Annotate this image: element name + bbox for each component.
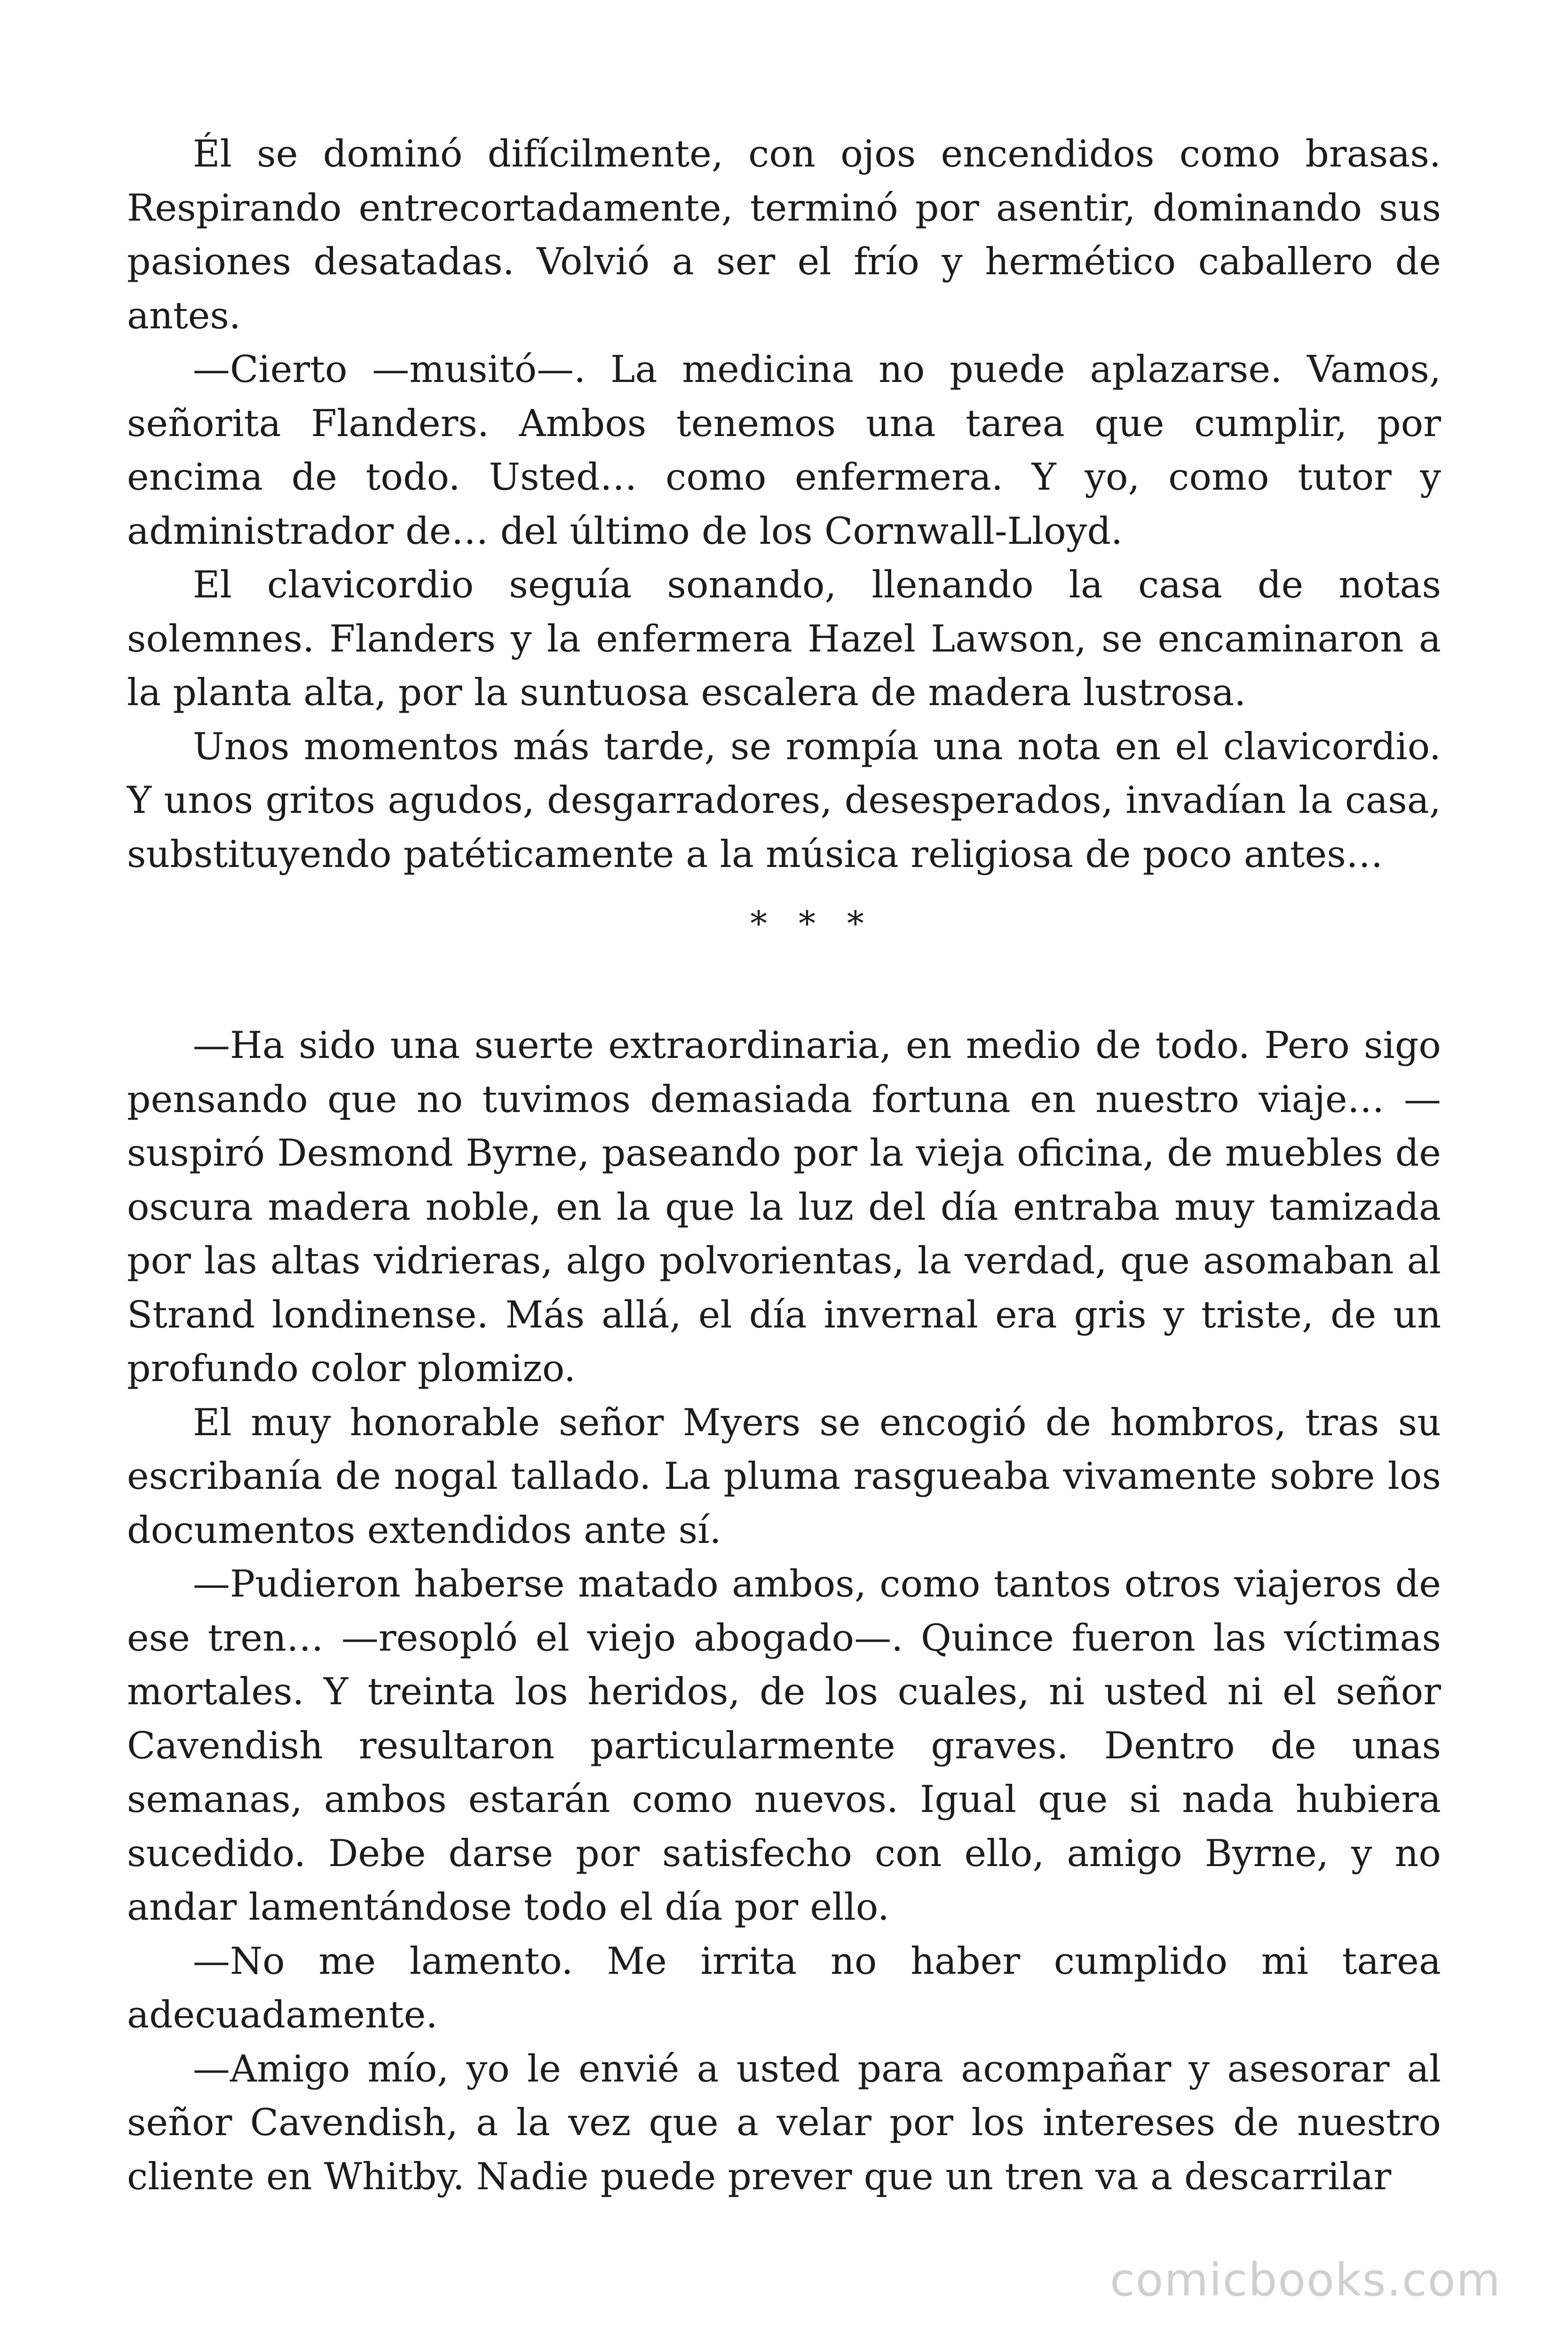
page-body bbox=[127, 127, 1441, 2203]
paragraph: —Pudieron haberse matado ambos, como tantos otros viajeros de ese tren… —resopló el viejo abogado—. Quince fueron las víctimas mortales. Y treinta los heridos, de los cuales, ni usted ni el señor Cavendish resultaron particularmente graves. Dentro de unas semanas, ambos estarán como nuevos. Igual que si nada hubiera sucedido. Debe darse por satisfecho con ello, amigo Byrne, y no andar lamentándose todo el día por ello. bbox=[127, 1562, 1441, 1929]
paragraph: —No me lamento. Me irrita no haber cumplido mi tarea adecuadamente. bbox=[127, 1939, 1441, 2036]
paragraph: —Ha sido una suerte extraordinaria, en medio de todo. Pero sigo pensando que no tuvimos demasiada fortuna en nuestro viaje… —suspiró Desmond Byrne, paseando por la vieja oficina, de muebles de oscura madera noble, en la que la luz del día entraba muy tamizada por las altas vidrieras, algo polvorientas, la verdad, que asomaban al Strand londinense. Más allá, el día invernal era gris y triste, de un profundo color plomizo. bbox=[127, 1024, 1441, 1390]
paragraph: —Amigo mío, yo le envié a usted para acompañar y asesorar al señor Cavendish, a la vez que a velar por los intereses de nuestro cliente en Whitby. Nadie puede prever que un tren va a descarrilar bbox=[127, 2047, 1441, 2198]
paragraph: El muy honorable señor Myers se encogió de hombros, tras su escribanía de nogal tallado. La pluma rasgueaba vivamente sobre los documentos extendidos ante sí. bbox=[127, 1400, 1441, 1552]
paragraph: —Cierto —musitó—. La medicina no puede aplazarse. Vamos, señorita Flanders. Ambos tenemos una tarea que cumplir, por encima de todo. Usted… como enfermera. Y yo, como tutor y administrador de… del último de los Cornwall-Lloyd. bbox=[127, 348, 1441, 553]
paragraph: Unos momentos más tarde, se rompía una nota en el clavicordio. Y unos gritos agudos, desgarradores, desesperados, invadían la casa, substituyendo patéticamente a la música religiosa de poco antes… bbox=[127, 724, 1441, 876]
section-separator: * * * bbox=[750, 904, 874, 943]
watermark: comicbooks.com bbox=[1109, 2254, 1501, 2306]
paragraph: Él se dominó difícilmente, con ojos encendidos como brasas. Respirando entrecortadamente, terminó por asentir, dominando sus pasiones desatadas. Volvió a ser el frío y hermético caballero de antes. bbox=[127, 132, 1441, 337]
paragraph: El clavicordio seguía sonando, llenando la casa de notas solemnes. Flanders y la enfermera Hazel Lawson, se encaminaron a la planta alta, por la suntuosa escalera de madera lustrosa. bbox=[127, 563, 1441, 714]
